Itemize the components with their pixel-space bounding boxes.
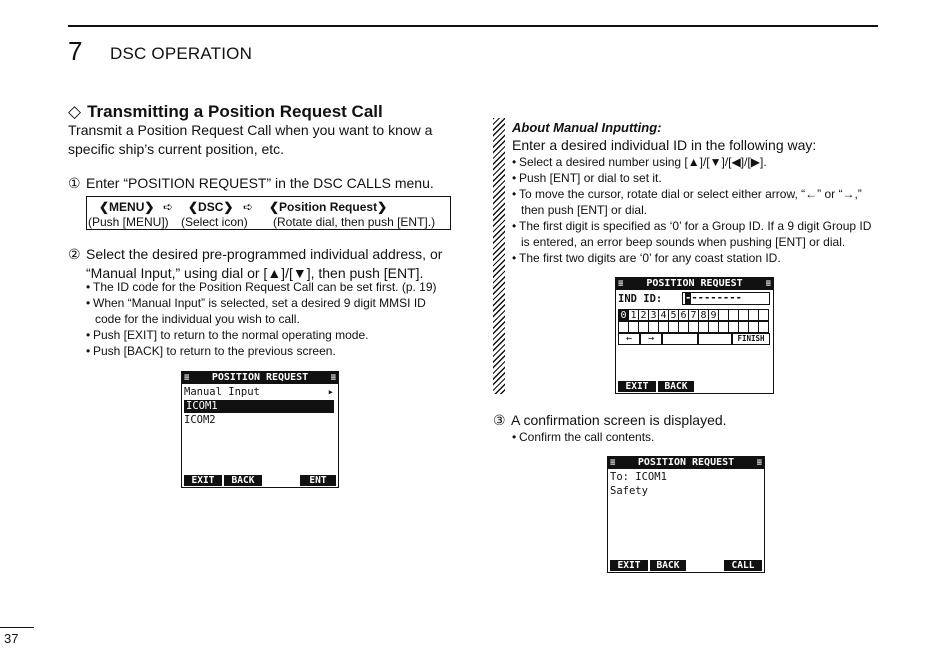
step-text: Select the desired pre-programmed individual address, or <box>86 246 443 262</box>
step-text: A confirmation screen is displayed. <box>511 412 727 428</box>
lcd-screen-manual-input <box>615 277 774 394</box>
digit-key[interactable]: 1 <box>628 309 639 321</box>
lcd-screen-confirmation <box>607 456 765 573</box>
step-number: ① <box>68 175 81 191</box>
step-number: ③ <box>493 412 506 428</box>
diamond-icon: ◇ <box>68 102 82 121</box>
lcd-title: POSITION REQUEST <box>211 372 309 383</box>
step-text: “Manual Input,” using dial or [▲]/[▼], then push [ENT]. <box>86 265 424 281</box>
bullet-text: code for the individual you wish to call. <box>95 312 300 326</box>
menu-note: (Rotate dial, then push [ENT].) <box>273 215 436 229</box>
digit-key[interactable]: 4 <box>658 309 669 321</box>
softkey-back[interactable]: BACK <box>658 381 694 392</box>
arrow-right-icon: ▸ <box>327 386 334 398</box>
step-3-bullet: • Confirm the call contents. <box>512 430 655 444</box>
section-title <box>68 102 383 122</box>
grid-cell-empty <box>698 333 732 345</box>
menu-path-box <box>86 196 451 230</box>
lcd-title-bar <box>182 372 338 384</box>
lcd-title-bar <box>616 278 773 290</box>
section-title-text: Transmitting a Position Request Call <box>87 102 383 121</box>
bullet-text: To move the cursor, rotate dial or select either arrow, “←” or “→,” <box>519 187 862 201</box>
lcd-title-bar <box>608 457 764 469</box>
bullet-text: The ID code for the Position Request Call can be set first. (p. 19) <box>93 280 437 294</box>
softkey-ent[interactable]: ENT <box>300 475 336 486</box>
grid-cell-empty <box>758 309 769 321</box>
softkey-exit[interactable]: EXIT <box>184 475 222 486</box>
digit-key[interactable]: 7 <box>688 309 699 321</box>
chapter-number: 7 <box>68 36 83 66</box>
softkey-back[interactable]: BACK <box>650 560 686 571</box>
softkey-back[interactable]: BACK <box>224 475 262 486</box>
softkey-call[interactable]: CALL <box>724 560 762 571</box>
lcd-title: POSITION REQUEST <box>646 278 743 289</box>
menu-icon: ≡ <box>610 458 616 468</box>
bullet-text: The first digit is specified as ‘0’ for a Group ID. If a 9 digit Group ID <box>519 219 872 233</box>
lcd-item-icom2[interactable]: ICOM2 <box>184 414 216 426</box>
digit-key[interactable]: 6 <box>678 309 689 321</box>
digit-key[interactable]: 3 <box>648 309 659 321</box>
ind-id-value: -------- <box>691 292 742 304</box>
arrow-icon: ➪ <box>243 200 254 214</box>
menu-icon: ≡ <box>756 458 762 468</box>
ind-id-field[interactable]: --------- <box>682 292 770 305</box>
section-intro <box>68 121 452 159</box>
bullet-text: The first two digits are ‘0’ for any coast station ID. <box>519 251 781 265</box>
digit-key[interactable]: 2 <box>638 309 649 321</box>
menu-key: ❮MENU❯ <box>99 200 155 214</box>
digit-key[interactable]: 9 <box>708 309 719 321</box>
lcd-to-line: To: ICOM1 <box>610 471 667 483</box>
step-2-bullets: • The ID code for the Position Request Call can be set first. (p. 19) • When “Manual Input” is selected, set a desired 9 digit MMSI ID code for the individual you wish to call. • Push [EXIT] to return to the normal operating mode. • Push [BACK] to return to the previous screen. <box>86 279 456 359</box>
bullet-text: Confirm the call contents. <box>519 430 655 444</box>
cursor-right-button[interactable]: → <box>640 333 662 345</box>
step-1 <box>68 174 434 193</box>
cursor-left-button[interactable]: ← <box>618 333 640 345</box>
menu-note: (Select icon) <box>181 215 248 229</box>
menu-icon: ≡ <box>184 373 190 383</box>
lcd-category-line: Safety <box>610 485 648 497</box>
lcd-title: POSITION REQUEST <box>637 457 735 468</box>
note-hatch-bar <box>493 118 505 394</box>
bullet-text: then push [ENT] or dial. <box>521 203 648 217</box>
menu-icon: ≡ <box>765 279 771 289</box>
ind-id-label: IND ID: <box>618 293 663 305</box>
bullet-text: Push [BACK] to return to the previous screen. <box>93 344 336 358</box>
grid-cell-empty <box>758 321 769 333</box>
lcd-item-manual-input[interactable] <box>184 386 334 399</box>
manual-heading: About Manual Inputting: <box>512 120 662 135</box>
bullet-text: Select a desired number using [▲]/[▼]/[◀]/[▶]. <box>519 155 767 169</box>
menu-icon: ≡ <box>618 279 624 289</box>
softkey-exit[interactable]: EXIT <box>618 381 656 392</box>
dsc-key: ❮DSC❯ <box>188 200 234 214</box>
menu-icon: ≡ <box>330 373 336 383</box>
step-number: ② <box>68 246 81 262</box>
bullet-text: is entered, an error beep sounds when pushing [ENT] or dial. <box>521 235 846 249</box>
step-3 <box>493 411 727 430</box>
bullet-text: When “Manual Input” is selected, set a desired 9 digit MMSI ID <box>93 296 426 310</box>
step-2 <box>68 245 458 283</box>
digit-key[interactable]: 5 <box>668 309 679 321</box>
position-request-item: ❮Position Request❯ <box>269 200 388 214</box>
manual-bullets: • Select a desired number using [▲]/[▼]/[◀]/[▶]. • Push [ENT] or dial to set it. • To move the cursor, rotate dial or select either arrow, “←” or “→,” then push [ENT] or dial. • The first digit is specified as ‘0’ for a Group ID. If a 9 digit Group ID is entered, an error beep sounds when pushing [ENT] or dial. • The first two digits are ‘0’ for any coast station ID. <box>512 154 882 266</box>
chapter-title: DSC OPERATION <box>110 44 253 63</box>
lcd-screen-address-list <box>181 371 339 488</box>
menu-note: (Push [MENU]) <box>88 215 169 229</box>
lcd-item-label: Manual Input <box>184 386 260 398</box>
digit-key[interactable]: 0 <box>618 309 629 321</box>
page-number: 37 <box>0 627 34 646</box>
softkey-exit[interactable]: EXIT <box>610 560 648 571</box>
intro-line: Transmit a Position Request Call when you want to know a <box>68 122 433 138</box>
bullet-text: Push [EXIT] to return to the normal operating mode. <box>93 328 369 342</box>
finish-button[interactable]: FINISH <box>732 333 770 345</box>
lcd-item-icom1[interactable]: ICOM1 <box>184 400 334 413</box>
manual-lead: Enter a desired individual ID in the following way: <box>512 137 817 153</box>
header-rule <box>68 25 878 27</box>
intro-line: specific ship’s current position, etc. <box>68 141 285 157</box>
grid-cell-empty <box>662 333 698 345</box>
digit-key[interactable]: 8 <box>698 309 709 321</box>
arrow-icon: ➪ <box>163 200 174 214</box>
bullet-text: Push [ENT] or dial to set it. <box>519 171 662 185</box>
step-text: Enter “POSITION REQUEST” in the DSC CALLS menu. <box>86 175 434 191</box>
